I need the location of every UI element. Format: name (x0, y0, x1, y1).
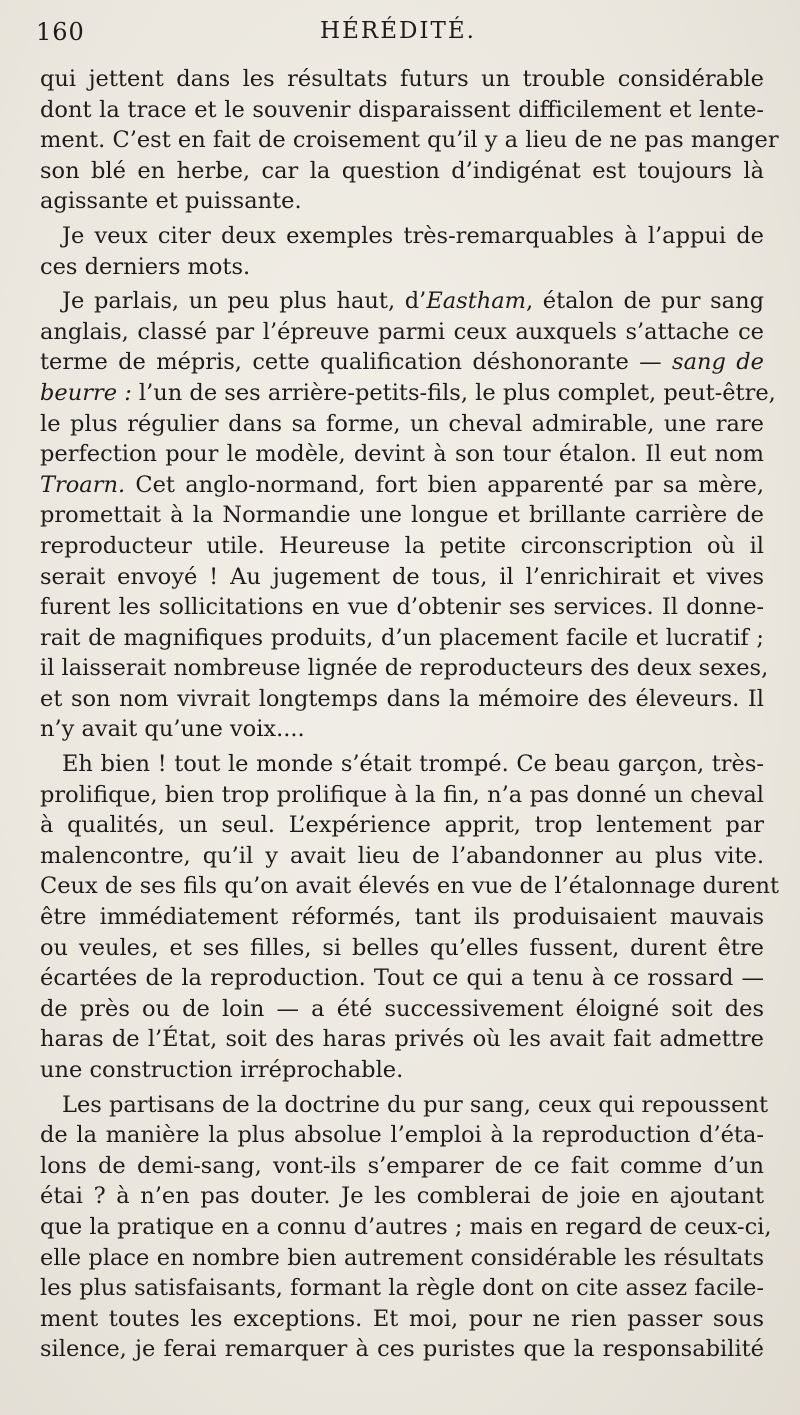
text-line: ment. C’est en fait de croisement qu’il y a lieu de ne pas manger (40, 127, 779, 154)
text-line: elle place en nombre bien autrement considérable les résultats (40, 1244, 764, 1271)
text-line: à qualités, un seul. L’expérience apprit, trop lentement par (40, 812, 764, 839)
text-line: prolifique, bien trop prolifique à la fin, n’a pas donné un cheval (40, 781, 764, 808)
text-line: malencontre, qu’il y avait lieu de l’abandonner au plus vite. (40, 842, 764, 869)
page-number: 160 (36, 18, 85, 46)
text-line: Je veux citer deux exemples très-remarquables à l’appui de (62, 222, 764, 249)
text-line: perfection pour le modèle, devint à son tour étalon. Il eut nom (40, 441, 764, 468)
text-line: ces derniers mots. (40, 253, 251, 280)
text-line: son blé en herbe, car la question d’indigénat est toujours là (40, 157, 764, 184)
text-line: beurre : l’un de ses arrière-petits-fils, le plus complet, peut-être, (40, 379, 776, 406)
text-line: qui jettent dans les résultats futurs un trouble considérable (40, 66, 764, 92)
text-line: et son nom vivrait longtemps dans la mémoire des éleveurs. Il (40, 685, 764, 712)
text-line: Eh bien ! tout le monde s’était trompé. Ce beau garçon, très- (62, 751, 764, 778)
text-line: agissante et puissante. (40, 188, 302, 215)
text-line: de la manière la plus absolue l’emploi à la reproduction d’éta- (40, 1122, 764, 1149)
text-line: furent les sollicitations en vue d’obtenir ses services. Il donne- (40, 594, 764, 621)
text-line: reproducteur utile. Heureuse la petite circonscription où il (40, 532, 764, 559)
text-line: haras de l’État, soit des haras privés où les avait fait admettre (40, 1026, 764, 1053)
text-line: que la pratique en a connu d’autres ; mais en regard de ceux-ci, (40, 1213, 772, 1240)
text-line: les plus satisfaisants, formant la règle dont on cite assez facile- (40, 1275, 764, 1302)
text-line: Je parlais, un peu plus haut, d’Eastham, étalon de pur sang (62, 288, 764, 315)
text-line: étai ? à n’en pas douter. Je les comblerai de joie en ajoutant (40, 1183, 764, 1210)
text-line: ment toutes les exceptions. Et moi, pour ne rien passer sous (40, 1305, 764, 1332)
text-line: écartées de la reproduction. Tout ce qui a tenu à ce rossard — (40, 965, 764, 992)
text-line: terme de mépris, cette qualification déshonorante — sang de (40, 349, 764, 376)
text-line: silence, je ferai remarquer à ces puristes que la responsabilité (40, 1336, 764, 1363)
body-text (40, 64, 780, 1365)
text-line: Les partisans de la doctrine du pur sang, ceux qui repoussent (62, 1091, 769, 1118)
running-title: HÉRÉDITÉ. (320, 18, 476, 44)
text-line: rait de magnifiques produits, d’un placement facile et lucratif ; (40, 624, 764, 651)
text-line: n’y avait qu’une voix.... (40, 716, 305, 743)
text-line: être immédiatement réformés, tant ils produisaient mauvais (40, 904, 764, 931)
text-line: anglais, classé par l’épreuve parmi ceux auxquels s’attache ce (40, 318, 764, 345)
text-line: une construction irréprochable. (40, 1057, 404, 1083)
text-line: le plus régulier dans sa forme, un cheval admirable, une rare (40, 410, 764, 437)
text-line: promettait à la Normandie une longue et brillante carrière de (40, 502, 764, 529)
text-line: ou veules, et ses filles, si belles qu’elles fussent, durent être (40, 934, 764, 961)
text-line: il laisserait nombreuse lignée de reproducteurs des deux sexes, (40, 655, 769, 682)
text-line: de près ou de loin — a été successivement éloigné soit des (40, 995, 764, 1022)
page-header (36, 18, 760, 54)
text-line: Troarn. Cet anglo-normand, fort bien apparenté par sa mère, (40, 471, 764, 498)
text-line: Ceux de ses fils qu’on avait élevés en vue de l’étalonnage durent (40, 873, 780, 900)
text-line: serait envoyé ! Au jugement de tous, il l’enrichirait et vives (40, 563, 764, 590)
text-line: lons de demi-sang, vont-ils s’emparer de ce fait comme d’un (40, 1152, 764, 1179)
text-line: dont la trace et le souvenir disparaissent difficilement et lente- (40, 96, 764, 123)
